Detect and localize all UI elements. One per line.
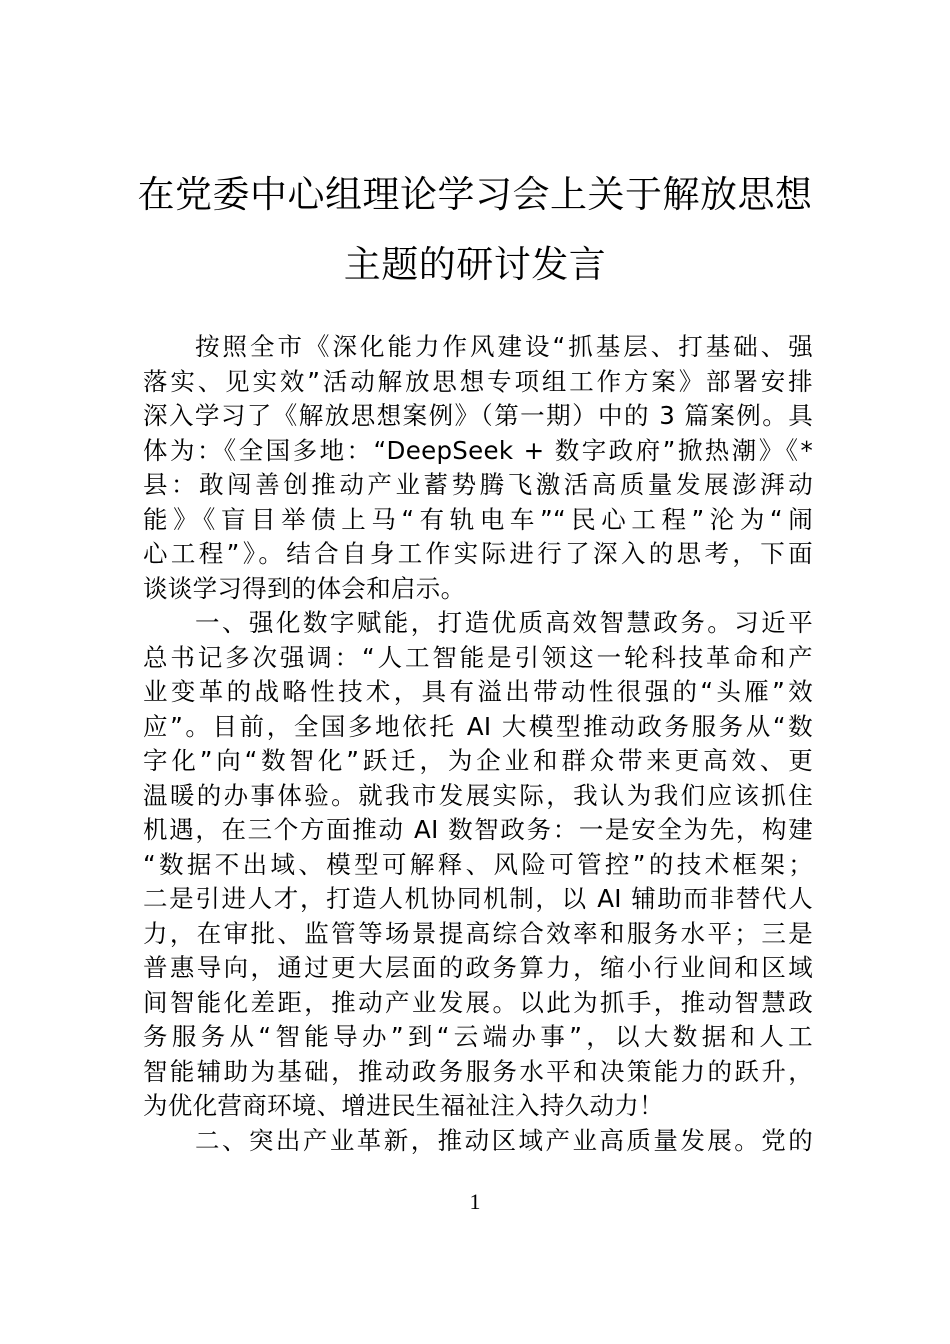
paragraph-line: 谈谈学习得到的体会和启示。 (143, 573, 466, 603)
paragraph-line: 智能辅助为基础，推动政务服务水平和决策能力的跃升， (143, 1056, 813, 1086)
paragraph-line: 二是引进人才，打造人机协同机制，以 AI 辅助而非替代人 (143, 884, 813, 913)
paragraph-line: 字化”向“数智化”跃迁，为企业和群众带来更高效、更 (143, 746, 813, 775)
paragraph-line: 为优化营商环境、增进民生福祉注入持久动力！ (143, 1091, 664, 1120)
paragraph-line: 能》《盲目举债上马“有轨电车”“民心工程”沦为“闹 (143, 504, 813, 534)
paragraph-line: 力，在审批、监管等场景提高综合效率和服务水平；三是 (143, 918, 813, 948)
paragraph-line: 按照全市《深化能力作风建设“抓基层、打基础、强 (195, 332, 813, 361)
paragraph-line: 务服务从“智能导办”到“云端办事”，以大数据和人工 (143, 1022, 813, 1051)
paragraph-line: 一、强化数字赋能，打造优质高效智慧政务。习近平 (195, 608, 813, 637)
paragraph-line: 二、突出产业革新，推动区域产业高质量发展。党的 (195, 1125, 813, 1155)
document-title-line-2: 主题的研讨发言 (343, 243, 607, 286)
paragraph-line: 落实、见实效”活动解放思想专项组工作方案》部署安排 (143, 366, 813, 396)
paragraph-line: 深入学习了《解放思想案例》（第一期）中的 3 篇案例。具 (143, 401, 813, 430)
paragraph-line: 心工程”》。结合自身工作实际进行了深入的思考，下面 (143, 539, 813, 568)
paragraph-line: 温暖的办事体验。就我市发展实际，我认为我们应该抓住 (143, 780, 813, 810)
paragraph-line: 县：敢闯善创推动产业蓄势腾飞激活高质量发展澎湃动 (143, 470, 813, 499)
paragraph-line: 应”。目前，全国多地依托 AI 大模型推动政务服务从“数 (143, 711, 813, 741)
paragraph-line: 业变革的战略性技术，具有溢出带动性很强的“头雁”效 (143, 677, 813, 706)
page-number: 1 (469, 1189, 481, 1214)
paragraph-line: 体为：《全国多地：“DeepSeek + 数字政府”掀热潮》《* (143, 435, 813, 465)
paragraph-line: 总书记多次强调：“人工智能是引领这一轮科技革命和产 (143, 642, 813, 672)
paragraph-line: 普惠导向，通过更大层面的政务算力，缩小行业间和区域 (143, 953, 813, 982)
paragraph-line: “数据不出域、模型可解释、风险可管控”的技术框架； (143, 849, 813, 879)
paragraph-line: 间智能化差距，推动产业发展。以此为抓手，推动智慧政 (143, 987, 813, 1017)
document-title-line-1: 在党委中心组理论学习会上关于解放思想 (137, 173, 813, 216)
document-body (143, 330, 813, 1158)
paragraph-line: 机遇，在三个方面推动 AI 数智政务：一是安全为先，构建 (143, 815, 813, 844)
